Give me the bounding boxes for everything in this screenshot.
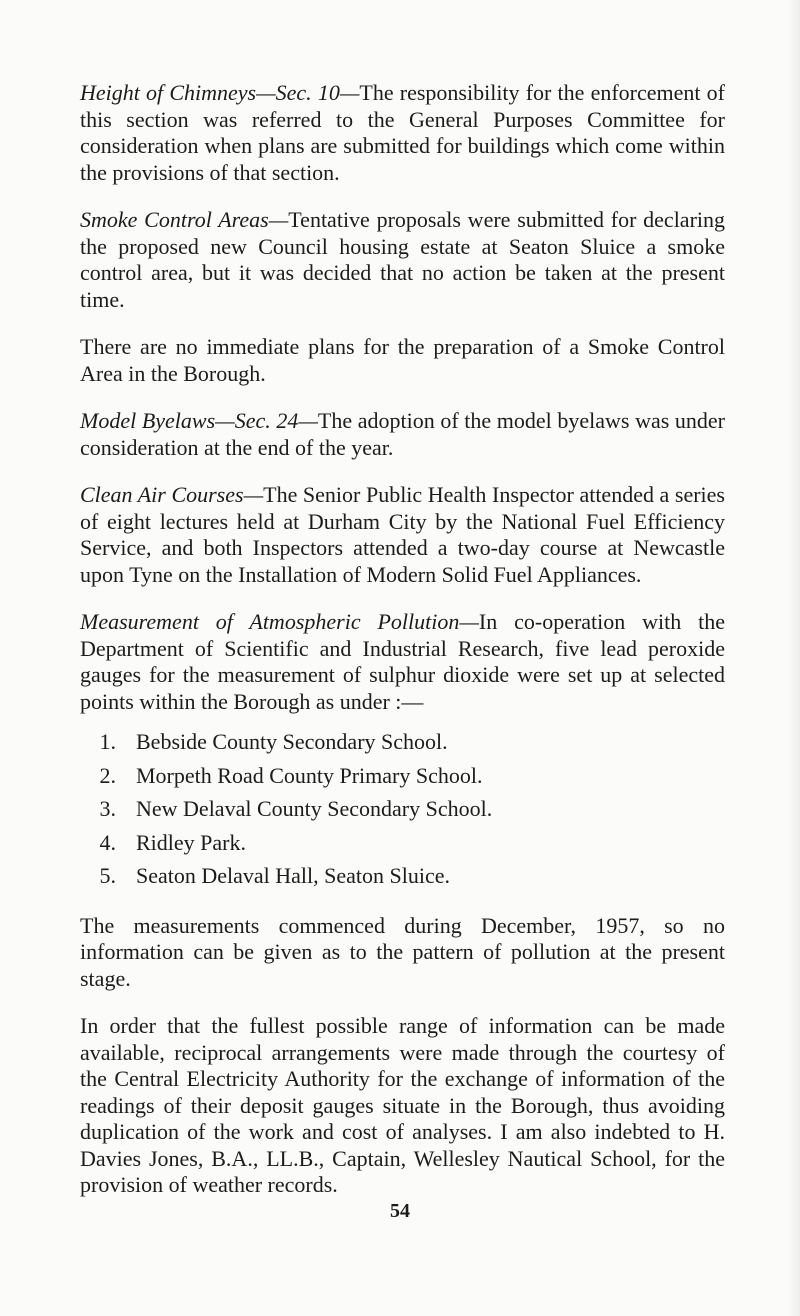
paragraph-model-byelaws xyxy=(80,408,725,461)
paragraph-no-immediate-plans xyxy=(80,334,725,387)
paragraph-text: The Senior Public Health Inspector attended a series of eight lectures held at Durham City by the National Fuel Efficiency Service, and both Inspectors attended a two-day course at Newcastle upon Tyne on the Installation of Modern Solid Fuel Appliances. xyxy=(80,482,725,587)
paragraph-text: The measurements commenced during December, 1957, so no information can be given as to the pattern of pollution at the present stage. xyxy=(80,912,725,991)
paragraph-smoke-control-areas xyxy=(80,207,725,313)
paragraph-reciprocal-arrangements xyxy=(80,1013,725,1199)
list-item-text: New Delaval County Secondary School. xyxy=(136,796,493,821)
paragraph-text: The responsibility for the enforcement of this section was referred to the General Purposes Committee for consideration when plans are submitted for buildings which come within the provisions of that section. xyxy=(80,80,725,185)
list-item-text: Bebside County Secondary School. xyxy=(136,729,448,754)
gauge-locations-list xyxy=(80,725,725,893)
list-item-number: 2. xyxy=(99,762,116,788)
paragraph-text: In order that the fullest possible range of information can be made available, reciprocal arrangements were made through the courtesy of the Central Electricity Authority for the exchange of information of the readings of their deposit gauges situate in the Borough, thus avoiding duplication of the work and cost of analyses. I am also indebted to H. Davies Jones, B.A., LL.B., Captain, Wellesley Nautical School, for the provision of weather records. xyxy=(80,1013,725,1197)
page-edge-shadow xyxy=(788,0,800,1316)
paragraph-text: Tentative proposals were submitted for declaring the proposed new Council housing estate at Seaton Sluice a smoke control area, but it was decided that no action be taken at the present time. xyxy=(80,207,726,312)
list-item-number: 1. xyxy=(99,729,116,754)
paragraph-heading: Clean Air Courses— xyxy=(80,482,264,507)
paragraph-text: The adoption of the model byelaws was under consideration at the end of the year. xyxy=(80,408,726,460)
paragraph-heading: Height of Chimneys—Sec. 10— xyxy=(80,80,360,105)
paragraph-heading: Smoke Control Areas— xyxy=(80,207,289,232)
list-item-number: 3. xyxy=(99,796,116,821)
list-item xyxy=(80,759,725,793)
list-item-number: 4. xyxy=(99,829,116,855)
paragraph-height-of-chimneys xyxy=(80,80,725,186)
page-number: 54 xyxy=(390,1200,410,1222)
list-item xyxy=(80,859,725,893)
document-page xyxy=(80,80,725,1220)
list-item xyxy=(80,792,725,826)
list-item-number: 5. xyxy=(99,863,116,888)
paragraph-measurement-of-pollution xyxy=(80,609,725,715)
list-item-text: Morpeth Road County Primary School. xyxy=(136,762,483,788)
paragraph-measurements-commenced xyxy=(80,913,725,993)
list-item-text: Seaton Delaval Hall, Seaton Sluice. xyxy=(136,863,451,888)
list-item xyxy=(80,826,725,860)
paragraph-text: There are no immediate plans for the preparation of a Smoke Control Area in the Borough. xyxy=(80,334,725,386)
list-item-text: Ridley Park. xyxy=(136,829,246,855)
paragraph-heading: Model Byelaws—Sec. 24— xyxy=(80,408,318,433)
paragraph-heading: Measurement of Atmospheric Pollution— xyxy=(80,609,479,634)
paragraph-text: In co-operation with the Department of Scientific and Industrial Research, five lead peroxide gauges for the measurement of sulphur dioxide were set up at selected points within the Borough as under :— xyxy=(80,609,725,714)
list-item xyxy=(80,725,725,759)
paragraph-clean-air-courses xyxy=(80,482,725,588)
